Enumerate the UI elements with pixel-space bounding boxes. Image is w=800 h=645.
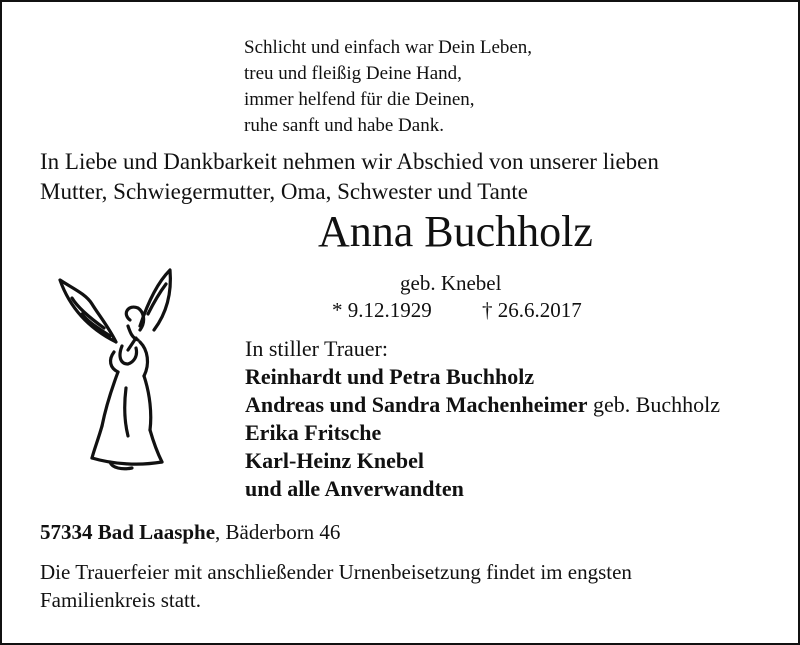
mourner-name: und alle Anverwandten xyxy=(245,476,464,501)
poem-line: treu und fleißig Deine Hand, xyxy=(244,63,462,84)
birth-date: * 9.12.1929 xyxy=(332,298,432,322)
closing-line: Die Trauerfeier mit anschließender Urnenbeisetzung findet im engsten xyxy=(40,560,632,584)
mourner-entry xyxy=(245,447,720,475)
mourner-entry xyxy=(245,475,720,503)
maiden-name: geb. Knebel xyxy=(400,271,502,295)
mourner-name: Erika Fritsche xyxy=(245,420,382,445)
praying-angel-icon xyxy=(52,264,182,474)
funeral-note xyxy=(40,558,632,614)
mourner-entry xyxy=(245,391,720,419)
mourners-heading: In stiller Trauer: xyxy=(245,336,388,361)
mourner-name: Reinhardt und Petra Buchholz xyxy=(245,364,535,389)
address-street: , Bäderborn 46 xyxy=(215,520,341,544)
mourners-block xyxy=(245,335,720,503)
poem-line: Schlicht und einfach war Dein Leben, xyxy=(244,37,533,58)
mourner-entry xyxy=(245,363,720,391)
deceased-name: Anna Buchholz xyxy=(318,207,593,256)
death-date: † 26.6.2017 xyxy=(482,298,582,322)
mourner-name: Andreas und Sandra Machenheimer xyxy=(245,392,588,417)
mourner-name: Karl-Heinz Knebel xyxy=(245,448,425,473)
poem-line: immer helfend für die Deinen, xyxy=(244,89,475,110)
intro-line: Mutter, Schwiegermutter, Oma, Schwester und Tante xyxy=(40,179,528,204)
intro-line: In Liebe und Dankbarkeit nehmen wir Abschied von unserer lieben xyxy=(40,149,659,174)
address-city: 57334 Bad Laasphe xyxy=(40,520,216,544)
closing-line: Familienkreis statt. xyxy=(40,588,201,612)
memorial-poem xyxy=(244,35,532,139)
family-address xyxy=(40,519,340,545)
life-dates xyxy=(332,297,582,323)
mourner-entry xyxy=(245,419,720,447)
poem-line: ruhe sanft und habe Dank. xyxy=(244,115,444,136)
farewell-intro xyxy=(40,147,659,207)
mourner-suffix: geb. Buchholz xyxy=(587,392,721,417)
